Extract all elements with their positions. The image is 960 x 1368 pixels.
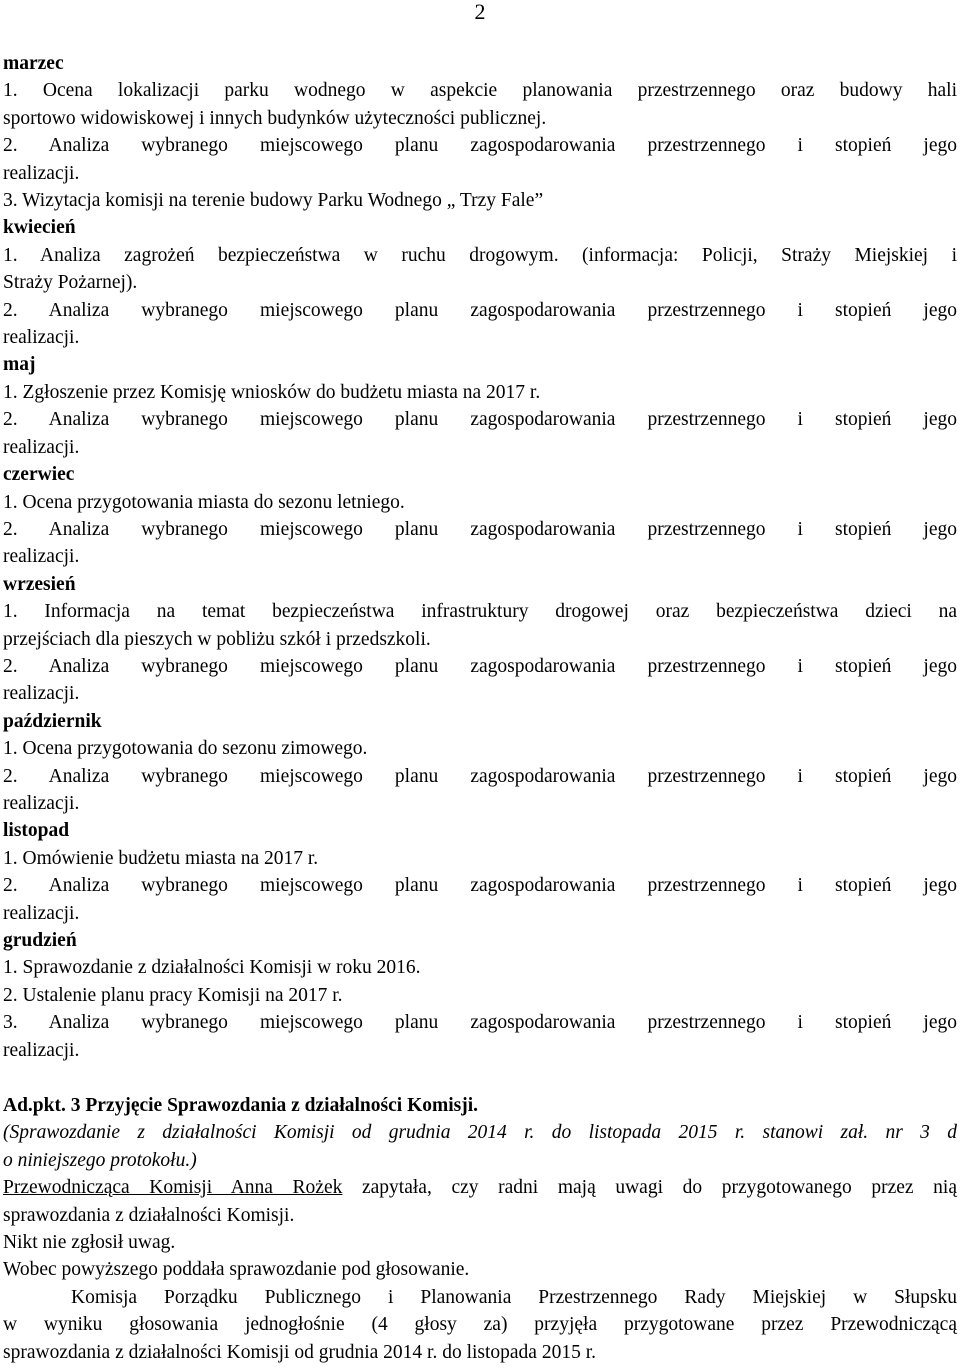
agenda-item: realizacji. — [3, 327, 80, 349]
month-heading: kwiecień — [3, 217, 76, 239]
agenda-item: 2. Analiza wybranego miejscowego planu zagospodarowania przestrzennego i stopień jego — [3, 409, 957, 431]
spacer — [3, 1064, 957, 1092]
agenda-item: 1. Ocena lokalizacji parku wodnego w aspekcie planowania przestrzennego oraz budowy hali — [3, 80, 957, 102]
agenda-item: 2. Analiza wybranego miejscowego planu zagospodarowania przestrzennego i stopień jego — [3, 765, 957, 787]
agenda-item: 2. Analiza wybranego miejscowego planu zagospodarowania przestrzennego i stopień jego — [3, 655, 957, 677]
note-line: (Sprawozdanie z działalności Komisji od grudnia 2014 r. do listopada 2015 r. stanowi zał. nr 3 d — [3, 1122, 957, 1144]
agenda-item: 2. Analiza wybranego miejscowego planu zagospodarowania przestrzennego i stopień jego — [3, 518, 957, 540]
agenda-item: 2. Analiza wybranego miejscowego planu zagospodarowania przestrzennego i stopień jego — [3, 299, 957, 321]
agenda-item: 1. Zgłoszenie przez Komisję wniosków do budżetu miasta na 2017 r. — [3, 381, 541, 403]
month-heading: październik — [3, 710, 102, 732]
agenda-item: realizacji. — [3, 902, 80, 924]
section-heading: Ad.pkt. 3 Przyjęcie Sprawozdania z działalności Komisji. — [3, 1095, 479, 1117]
note-line: o niniejszego protokołu.) — [3, 1149, 197, 1171]
page-number: 2 — [474, 0, 486, 24]
vote-result: Komisja Porządku Publicznego i Planowania Przestrzennego Rady Miejskiej w Słupsku — [71, 1286, 957, 1308]
agenda-item: 2. Analiza wybranego miejscowego planu zagospodarowania przestrzennego i stopień jego — [3, 875, 957, 897]
agenda-item: realizacji. — [3, 1039, 80, 1061]
agenda-item: przejściach dla pieszych w pobliżu szkół i przedszkoli. — [3, 628, 431, 650]
month-heading: maj — [3, 354, 36, 376]
agenda-item: realizacji. — [3, 162, 80, 184]
no-remarks: Nikt nie zgłosił uwag. — [3, 1232, 176, 1254]
vote-result: sprawozdania z działalności Komisji od grudnia 2014 r. do listopada 2015 r. — [3, 1341, 597, 1363]
agenda-item: 1. Ocena przygotowania miasta do sezonu letniego. — [3, 491, 405, 513]
chair-name: Przewodnicząca Komisji Anna Rożek — [3, 1177, 343, 1199]
month-heading: grudzień — [3, 930, 77, 951]
agenda-item: realizacji. — [3, 792, 80, 814]
month-heading: wrzesień — [3, 573, 76, 595]
chair-question-text: zapytała, czy radni mają uwagi do przygotowanego przez nią — [342, 1177, 957, 1199]
agenda-item: Straży Pożarnej). — [3, 272, 138, 294]
chair-question — [3, 1174, 957, 1201]
chair-question-cont: sprawozdania z działalności Komisji. — [3, 1204, 295, 1226]
agenda-item: 1. Sprawozdanie z działalności Komisji w roku 2016. — [3, 957, 421, 979]
agenda-item: realizacji. — [3, 436, 80, 458]
agenda-item: 1. Ocena przygotowania do sezonu zimowego. — [3, 738, 368, 760]
month-heading: listopad — [3, 820, 70, 842]
vote-result: w wyniku głosowania jednogłośnie (4 głosy za) przyjęła przygotowane przez Przewodniczącą — [3, 1314, 957, 1336]
agenda-item: 1. Omówienie budżetu miasta na 2017 r. — [3, 847, 319, 869]
agenda-item: sportowo widowiskowej i innych budynków użyteczności publicznej. — [3, 107, 547, 129]
month-heading: marzec — [3, 53, 64, 74]
agenda-item: 1. Informacja na temat bezpieczeństwa infrastruktury drogowej oraz bezpieczeństwa dzieci na — [3, 601, 957, 623]
agenda-item: 2. Ustalenie planu pracy Komisji na 2017 r. — [3, 984, 343, 1006]
work-plan-months — [3, 50, 957, 1064]
agenda-item: 2. Analiza wybranego miejscowego planu zagospodarowania przestrzennego i stopień jego — [3, 135, 957, 157]
vote-intro: Wobec powyższego poddała sprawozdanie pod głosowanie. — [3, 1259, 470, 1281]
agenda-item: 3. Wizytacja komisji na terenie budowy Parku Wodnego „ Trzy Fale” — [3, 190, 544, 212]
agenda-item: 1. Analiza zagrożeń bezpieczeństwa w ruchu drogowym. (informacja: Policji, Straży Miejskiej i — [3, 244, 957, 266]
agenda-item: 3. Analiza wybranego miejscowego planu zagospodarowania przestrzennego i stopień jego — [3, 1012, 957, 1034]
agenda-item: realizacji. — [3, 683, 80, 705]
agenda-item: realizacji. — [3, 546, 80, 568]
month-heading: czerwiec — [3, 464, 75, 486]
document-body — [3, 50, 957, 1366]
